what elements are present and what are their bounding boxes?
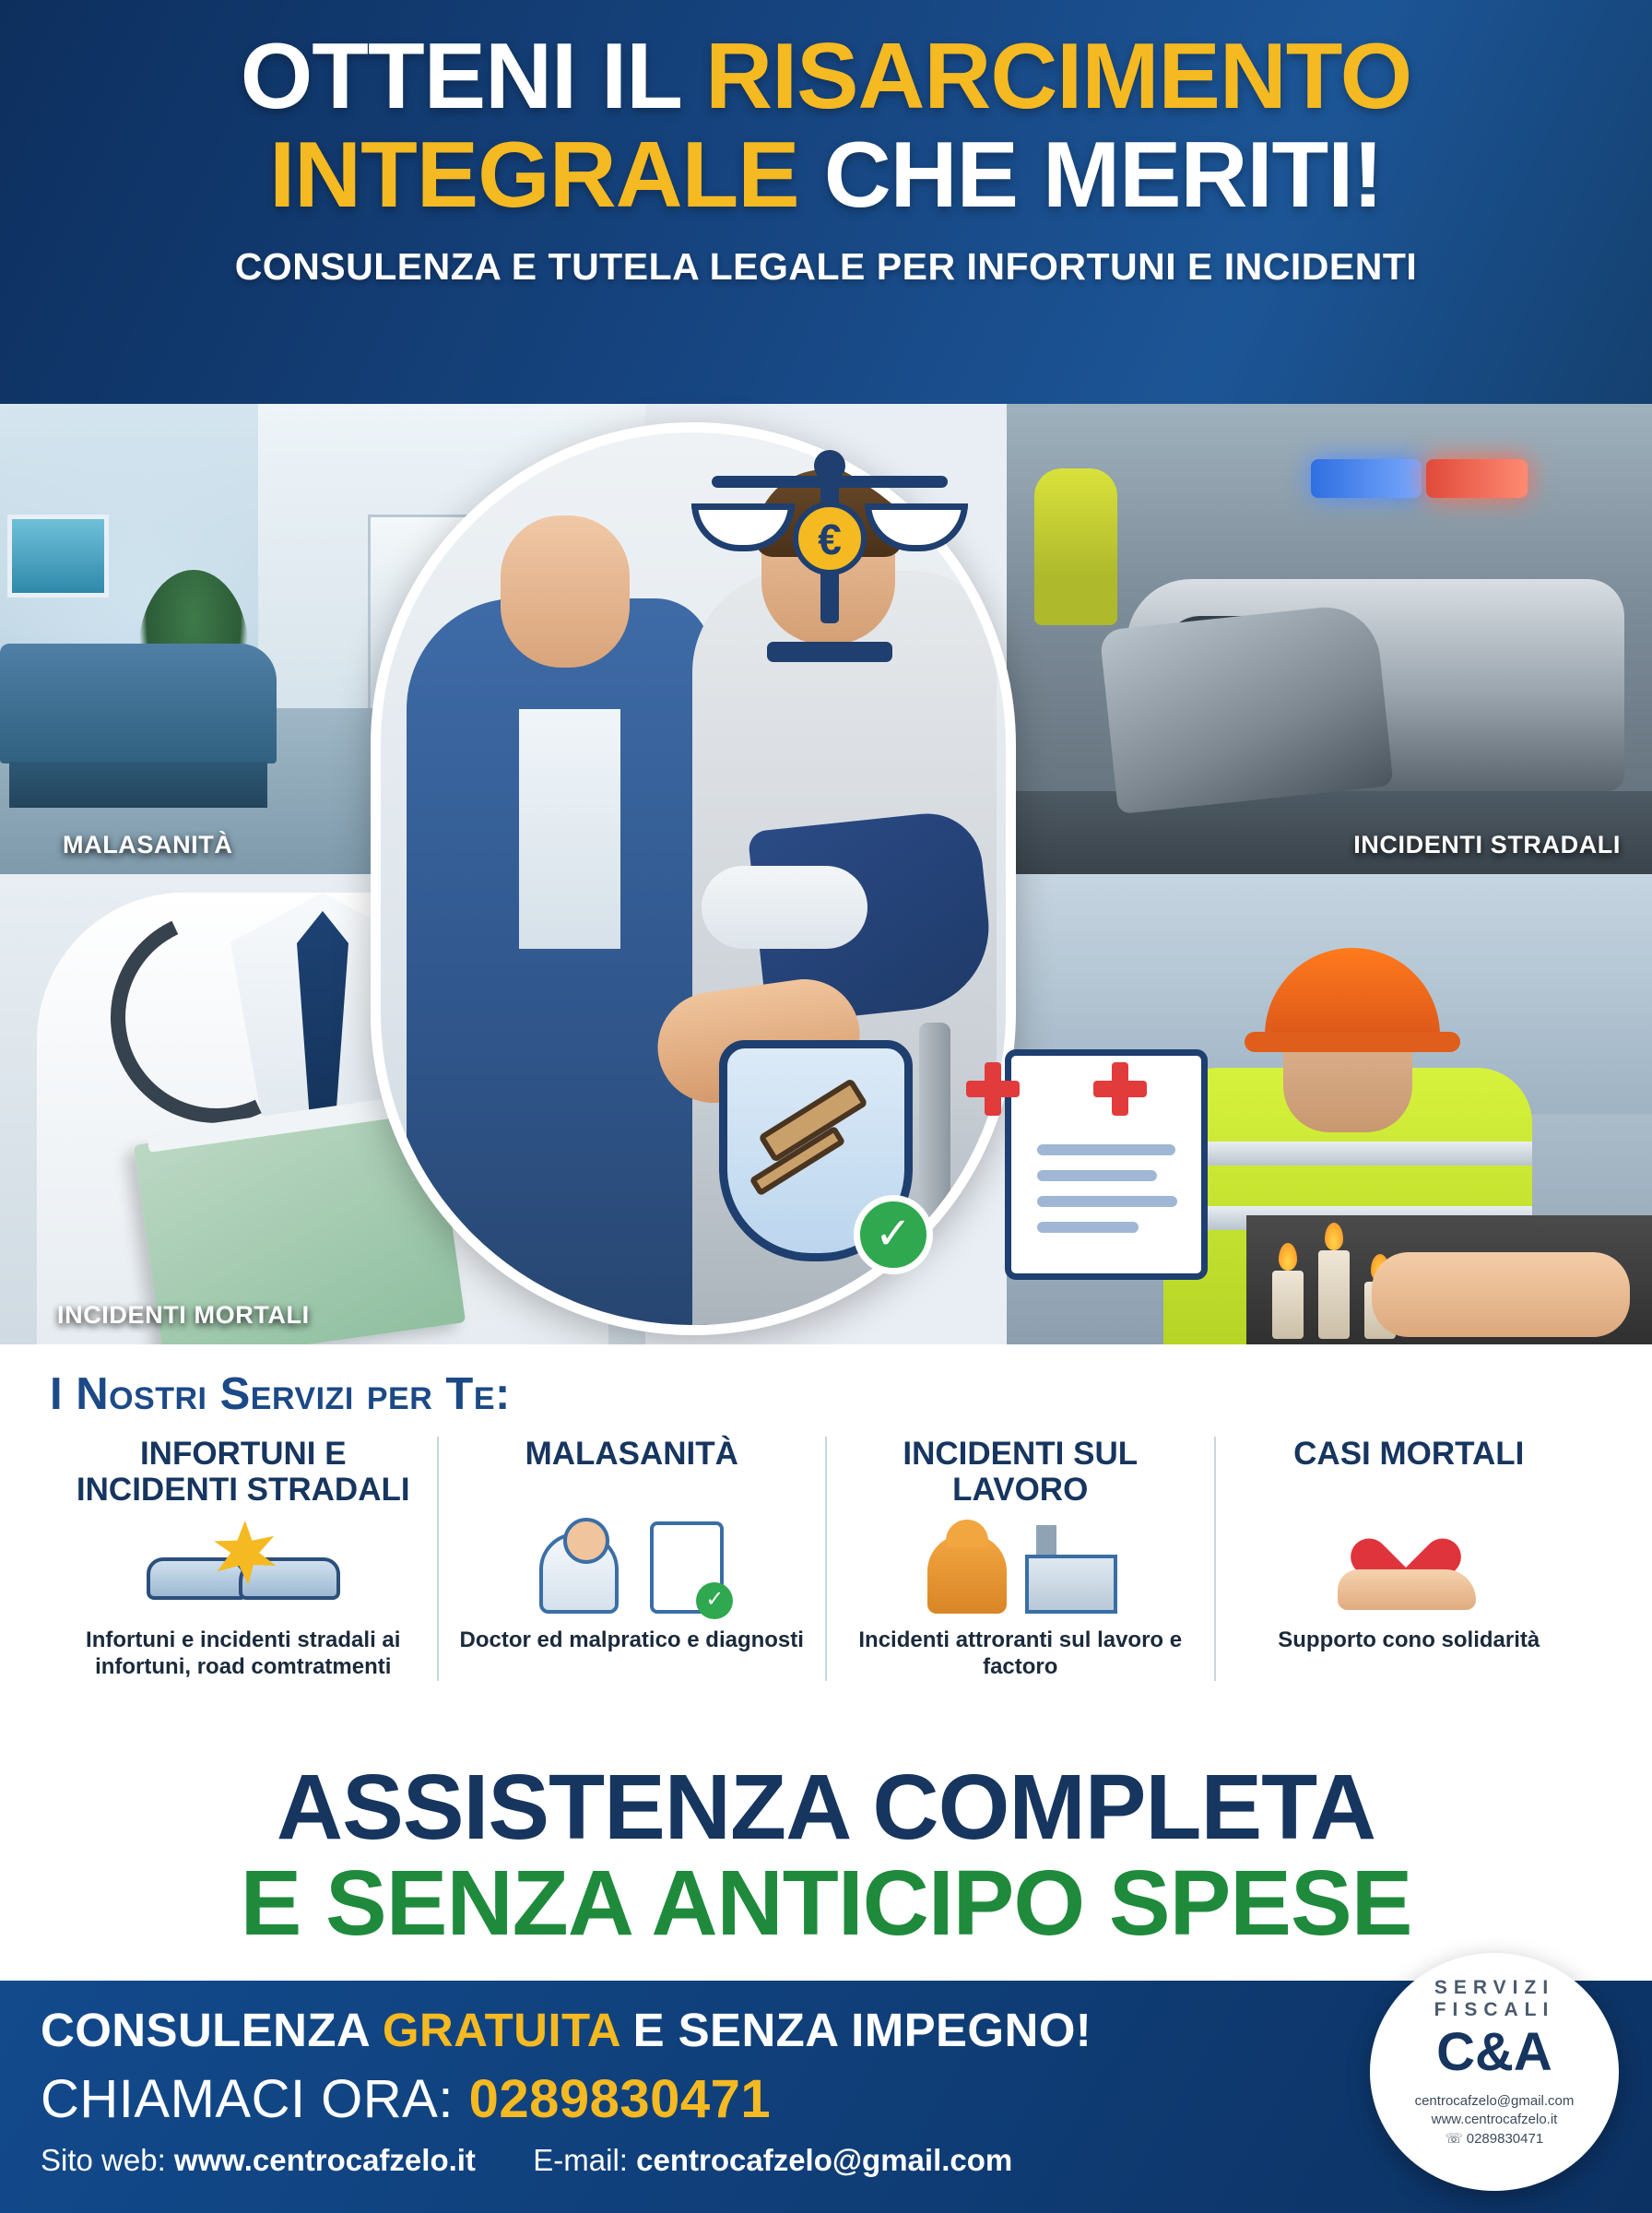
footer-contact-bar	[0, 1977, 1652, 2213]
services-grid	[50, 1437, 1602, 1681]
caption-incidenti-mortali: INCIDENTI MORTALI	[57, 1301, 310, 1329]
report-line	[1037, 1144, 1175, 1155]
headline-line1-accent: RISARCIMENTO	[705, 25, 1412, 128]
header-banner	[0, 0, 1652, 404]
slogan-section	[0, 1754, 1652, 1984]
caption-incidenti-stradali: INCIDENTI STRADALI	[1353, 831, 1621, 858]
service-description: Supporto cono solidarità	[1278, 1627, 1540, 1652]
service-card-infortuni-stradali	[50, 1437, 437, 1681]
waiting-chairs	[0, 644, 277, 763]
company-logo-badge	[1370, 1953, 1619, 2191]
medical-cross-icon	[1093, 1062, 1147, 1116]
rescue-worker	[1034, 468, 1117, 625]
medical-cross-icon	[966, 1062, 1020, 1116]
photo-car-crash	[1007, 404, 1652, 874]
service-description: Incidenti attroranti sul lavoro e factoro	[858, 1627, 1183, 1680]
wall-screen	[7, 515, 109, 598]
doctor-clipboard-icon: ✓	[454, 1516, 811, 1619]
scales-pan-right	[865, 503, 968, 551]
worker-factory-icon	[842, 1516, 1199, 1619]
logo-email: centrocafzelo@gmail.com	[1414, 2093, 1575, 2109]
services-title: I Nostri Servizi per Te:	[50, 1369, 511, 1419]
memorial-candles-photo	[1246, 1215, 1652, 1354]
report-line	[1037, 1170, 1157, 1181]
service-description: Infortuni e incidenti stradali ai infortuni, road comtratmenti	[86, 1627, 401, 1680]
candle-flame-icon	[1279, 1243, 1297, 1271]
euro-coin-icon: €	[793, 502, 867, 575]
medical-report-icon	[1005, 1049, 1208, 1280]
page-title	[37, 25, 1615, 228]
email-label: E-mail:	[533, 2143, 628, 2177]
service-heading: CASI MORTALI	[1293, 1436, 1525, 1472]
police-light-blue	[1311, 459, 1422, 498]
headline-line2-plain: CHE MERITI!	[798, 124, 1383, 228]
candle	[1318, 1250, 1350, 1339]
candle-flame-icon	[1325, 1223, 1343, 1250]
slogan-line-1: ASSISTENZA COMPLETA	[276, 1756, 1376, 1859]
footer-cta-part2: E SENZA IMPEGNO!	[620, 2004, 1092, 2056]
crashed-front-car	[1099, 602, 1393, 814]
headline-line1-plain: OTTENI IL	[240, 25, 706, 128]
email-link[interactable]: centrocafzelo@gmail.com	[636, 2143, 1013, 2177]
photo-collage	[0, 404, 1652, 1344]
website-label: Sito web:	[41, 2143, 166, 2177]
report-line	[1037, 1222, 1139, 1233]
client-arm-cast	[702, 866, 867, 949]
scales-pan-left	[691, 503, 795, 551]
service-heading: INCIDENTI SUL LAVORO	[903, 1436, 1139, 1508]
service-heading: INFORTUNI E INCIDENTI STRADALI	[76, 1436, 410, 1508]
logo-website: www.centrocafzelo.it	[1431, 2112, 1558, 2128]
slogan-line-2: E SENZA ANTICIPO SPESE	[240, 1852, 1412, 1955]
service-card-incidenti-lavoro	[825, 1437, 1214, 1681]
check-icon: ✓	[854, 1195, 933, 1274]
caption-malasanita: MALASANITÀ	[63, 831, 233, 858]
logo-phone: ☏ 0289830471	[1445, 2130, 1544, 2147]
candle	[1272, 1271, 1304, 1339]
logo-arc-text: SERVIZI FISCALI	[1434, 1977, 1555, 2020]
shield-gavel-icon	[719, 1040, 913, 1261]
logo-initials: C&A	[1436, 2022, 1552, 2082]
service-card-malasanita	[437, 1437, 826, 1681]
scales-of-justice-icon	[701, 413, 959, 680]
crutch-icon	[919, 1023, 950, 1335]
scales-base	[767, 642, 892, 662]
report-line	[1037, 1196, 1177, 1207]
footer-cta-part1: CONSULENZA	[41, 2004, 383, 2056]
lawyer-head	[501, 515, 630, 668]
website-link[interactable]: www.centrocafzelo.it	[173, 2143, 476, 2177]
hand-heart-icon	[1231, 1516, 1588, 1619]
call-now-label: CHIAMACI ORA:	[41, 2069, 454, 2129]
holding-hands	[1372, 1252, 1630, 1337]
service-card-casi-mortali	[1214, 1437, 1603, 1681]
phone-number[interactable]: 0289830471	[468, 2069, 772, 2129]
service-heading: MALASANITÀ	[525, 1436, 738, 1472]
page-subtitle: CONSULENZA E TUTELA LEGALE PER INFORTUNI E INCIDENTI	[234, 245, 1418, 289]
lawyer-blouse	[519, 709, 620, 949]
police-light-red	[1426, 459, 1528, 498]
services-section	[0, 1344, 1652, 1778]
headline-line2-accent: INTEGRALE	[269, 124, 799, 228]
footer-cta-accent: GRATUITA	[382, 2004, 620, 2056]
car-crash-icon	[65, 1516, 422, 1619]
service-description: Doctor ed malpratico e diagnosti	[459, 1627, 804, 1652]
